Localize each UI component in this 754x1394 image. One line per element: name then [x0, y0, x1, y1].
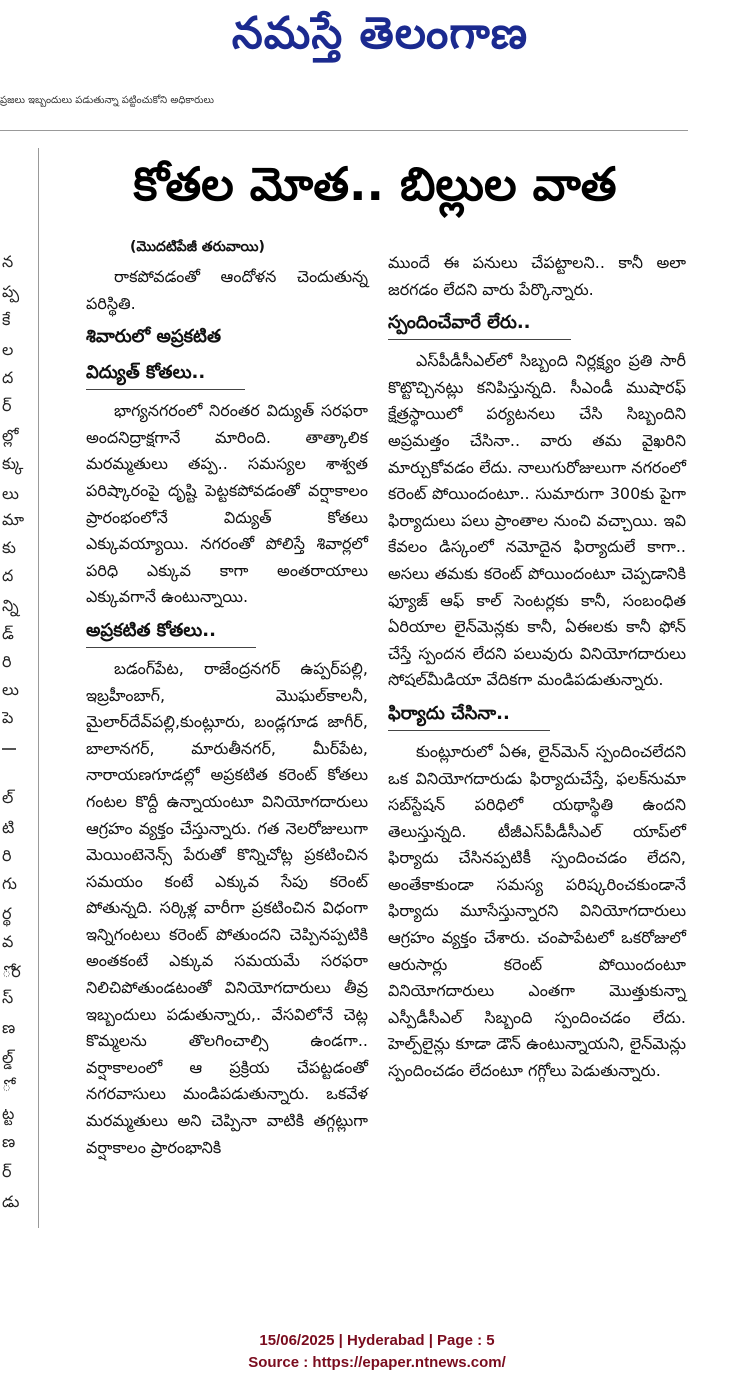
strip-fragment: కు: [2, 538, 16, 557]
strip-fragment: డ్: [2, 624, 14, 643]
continued-paragraph: ముందే ఈ పనులు చేపట్టాలని.. కానీ అలా జరగడం లేదని వారు పేర్కొన్నారు.: [388, 253, 686, 299]
continuation-kicker: (మొదటిపేజీ తరువాయి): [130, 239, 265, 255]
strip-fragment: క్కు: [2, 454, 24, 473]
paragraph-power-supply: భాగ్యనగరంలో నిరంతర విద్యుత్ సరఫరా అందనిద్రాక్షగానే మారింది. తాత్కాలిక మరమ్మతులు తప్ప.. సమస్యల శాశ్వత పరిష్కారంపై దృష్టి పెట్టకపోవడంతో వర్షాకాలం ప్రారంభంలోనే విద్యుత్ కోతలు ఎక్కువయ్యాయి. నగరంతో పోలిస్తే శివార్లలో పరిధి ఎక్కువ కాగా అంతరాయాలు ఎక్కువగానే ఉంటున్నాయి.: [86, 401, 368, 607]
footer-source: Source : https://epaper.ntnews.com/: [248, 1354, 506, 1371]
strip-fragment: ట్ట: [2, 1104, 15, 1123]
strip-fragment: లు: [2, 680, 19, 699]
strip-fragment: టి: [2, 818, 15, 837]
adjacent-article-strip: [0, 148, 40, 1228]
strip-fragment: ల: [2, 340, 14, 359]
strip-fragment: ద: [2, 566, 14, 585]
strip-fragment: ద: [2, 368, 14, 387]
paragraph-complaints: కుంట్లూరులో ఏఈ, లైన్‌మెన్ స్పందించలేదని ఒక వినియోగదారుడు ఫిర్యాదుచేస్తే, ఫలక్‌నుమా సబ్‌స్టేషన్ పరిధిలో యథాస్థితి ఉందని తెలుస్తున్నది. టీజీఎస్‌పీడీసీఎల్ యాప్‌లో ఫిర్యాదు చేసినప్పటికీ స్పందించడం లేదని, అంతేకాకుండా సమస్య పరిష్కరించకుండానే ఫిర్యాదు మూసేస్తున్నారని వినియోగదారులు ఆగ్రహం వ్యక్తం చేశారు. చంపాపేటలో ఒకరోజులో ఆరుసార్లు కరెంట్ పోయిందంటూ వినియోగదారులు ఎంతగా మొత్తుకున్నా ఎస్పీడీసీఎల్ సిబ్బంది స్పందించడం లేదు. హెల్ప్‌లైన్లు కూడా డౌన్ ఉంటున్నాయని, లైన్‌మెన్లు స్పందించడం లేదంటూ గగ్గోలు పెడుతున్నారు.: [388, 741, 686, 1081]
strip-fragment: ణ: [2, 1132, 16, 1151]
strip-fragment: ర్థ: [2, 904, 12, 923]
subheading-no-response: స్పందించేవారే లేరు..: [388, 309, 571, 340]
footer: [0, 1330, 754, 1374]
left-column: [86, 236, 368, 1161]
subheading-outskirts-cont: విద్యుత్ కోతలు..: [86, 359, 245, 390]
strip-fragment: ో: [2, 1076, 12, 1095]
strip-fragment: ల్లో: [2, 426, 19, 445]
strip-fragment: పె: [2, 708, 14, 727]
cropped-text-line: ప్రజలు ఇబ్బందులు పడుతున్నా పట్టించుకోని అధికారులు: [0, 95, 215, 106]
strip-fragment: న: [2, 252, 14, 271]
column-rule: [38, 148, 39, 1228]
footer-dateline: 15/06/2025 | Hyderabad | Page : 5: [259, 1332, 495, 1349]
paragraph-staff-negligence: ఎస్‌పీడీసీఎల్‌లో సిబ్బంది నిర్లక్ష్యం ప్రతి సారీ కొట్టొచ్చినట్లు కనిపిస్తున్నది. సీఎండీ ముషారఫ్ క్షేత్రస్థాయిలో పర్యటనలు చేసి సిబ్బందిని అప్రమత్తం చేసినా.. వారు తమ వైఖరిని మార్చుకోవడం లేదు. నాలుగురోజులుగా నగరంలో కరెంట్ పోయిందంటూ.. సుమారుగా 300కు పైగా ఫిర్యాదులు పలు ప్రాంతాల నుంచి వచ్చాయి. ఇవి కేవలం డిస్కంలో నమోదైన ఫిర్యాదులే కాగా.. అసలు తమకు కరెంట్ పోయిందంటూ చెప్పడానికి ఫ్యూజ్ ఆఫ్ కాల్ సెంటర్లకు కానీ, సంబంధిత ఏరియాల లైన్‌మెన్లకు కానీ, ఏఈలకు కానీ ఫోన్ చేస్తే స్పందన లేదని పలువురు వినియోగదారులు సోషల్‌మీడియా వేదికగా మండిపడుతున్నారు.: [388, 351, 686, 690]
strip-section-dash: [2, 748, 16, 750]
strip-fragment: రి: [2, 652, 12, 671]
intro-paragraph: రాకపోవడంతో ఆందోళన చెందుతున్న పరిస్థితి.: [86, 267, 368, 313]
subheading-unannounced-cuts: అప్రకటిత కోతలు..: [86, 617, 256, 648]
masthead: [0, 0, 754, 80]
strip-fragment: లు: [2, 484, 19, 503]
strip-fragment: న్ని: [2, 596, 19, 615]
strip-fragment: డు: [2, 1192, 20, 1211]
strip-fragment: ల్డ్: [2, 1048, 14, 1067]
strip-fragment: ల్: [2, 788, 14, 807]
paragraph-areas: బడంగ్‌పేట, రాజేంద్రనగర్ ఉప్పర్‌పల్లి, ఇబ్రహీంబాగ్, మొఘల్‌కాలనీ, మైలార్‌దేవ్‌పల్లి,కుంట్లూరు, బండ్లగూడ జాగీర్, బాలానగర్, మారుతీనగర్, మీర్‌పేట, నారాయణగూడల్లో అప్రకటిత కరెంట్ కోతలు గంటల కొద్దీ ఉన్నాయంటూ వినియోగదారులు ఆగ్రహం వ్యక్తం చేస్తున్నారు. గత నెలరోజులుగా మెయింటెనెన్స్ పేరుతో కొన్నిచోట్ల ప్రకటించిన సమయం కంటే ఎక్కువ సేపు కరెంట్ పోతున్నది. సర్కిళ్ల వారీగా ప్రకటించిన విధంగా ఇన్నిగంటలు కరెంట్ పోతుందని చెప్పినప్పటికి అంతకంటే ఎక్కువ సమయమే సరఫరా నిలిచిపోతుండటంతో వినియోగదారులు తీవ్ర ఇబ్బందులు పడుతున్నారు,. వేసవిలోనే చెట్ల కొమ్మలను తొలగించాల్సి ఉండగా.. వర్షాకాలంలో ఆ ప్రక్రియ చేపట్టడంతో నగరవాసులు మండిపడుతున్నారు. ఒకవేళ మరమ్మతులు అని చెప్పినా వాటికి తగ్గట్లుగా వర్షాకాలం ప్రారంభానికి: [86, 658, 368, 1157]
strip-fragment: ణ: [2, 1018, 16, 1037]
strip-fragment: ర్: [2, 396, 12, 415]
top-divider: [0, 130, 688, 131]
strip-fragment: ోర: [2, 962, 21, 981]
strip-fragment: రి: [2, 846, 12, 865]
headline: కోతల మోత.. బిల్లుల వాత: [133, 157, 617, 211]
subheading-outskirts: శివారులో అప్రకటిత: [86, 326, 221, 348]
newspaper-logo: నమస్తే తెలంగాణ: [231, 8, 529, 59]
strip-fragment: స్: [2, 988, 14, 1007]
strip-fragment: వ: [2, 932, 14, 951]
strip-fragment: ప్ప: [2, 282, 20, 301]
strip-fragment: గు: [2, 874, 17, 893]
strip-fragment: కే: [2, 310, 11, 329]
strip-fragment: ర్: [2, 1162, 12, 1181]
subheading-complaints: ఫిర్యాదు చేసినా..: [388, 700, 550, 731]
strip-fragment: మా: [2, 510, 25, 529]
right-column: [388, 250, 686, 1085]
